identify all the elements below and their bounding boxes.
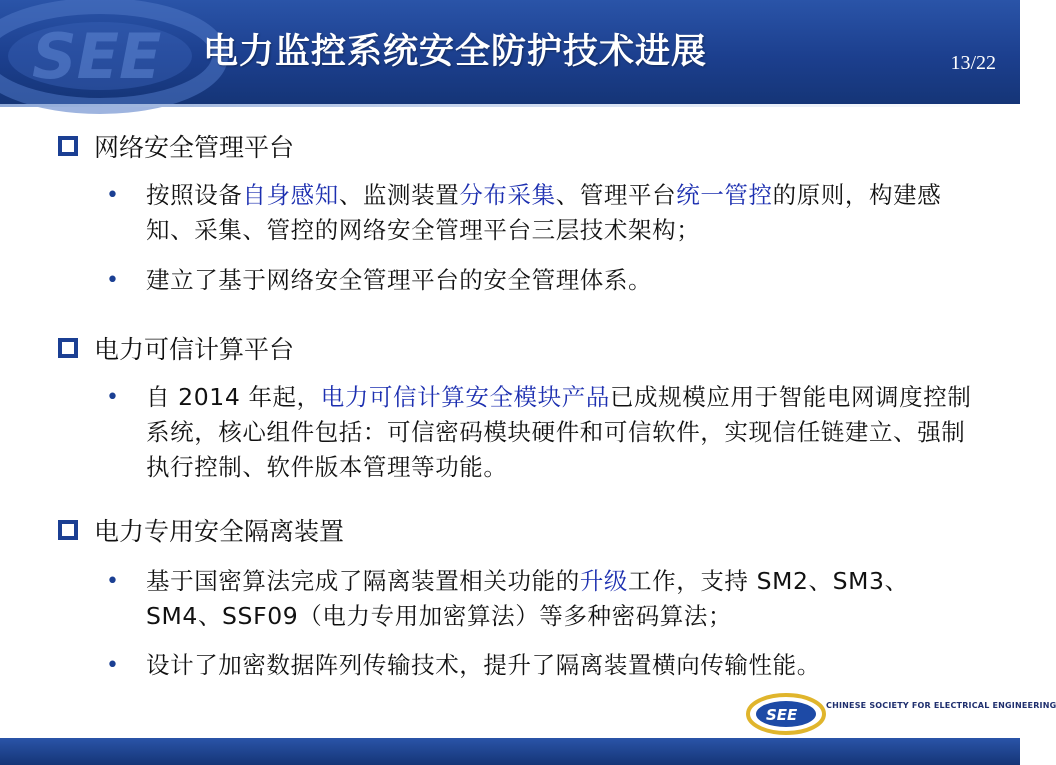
dot-bullet-icon: • bbox=[106, 268, 119, 293]
hollow-square-icon bbox=[58, 520, 78, 540]
section-title: 网络安全管理平台 bbox=[94, 133, 295, 162]
text-segment: 、管理平台 bbox=[555, 181, 677, 209]
text-segment: 工作，支持 SM2、SM3、SM4、SSF09（电力专用加密算法）等多种密码算法； bbox=[146, 567, 909, 630]
slide-title: 电力监控系统安全防护技术进展 bbox=[203, 32, 708, 72]
list-item bbox=[106, 263, 976, 298]
highlighted-text: 自身感知 bbox=[242, 181, 339, 209]
text-segment: 、监测装置 bbox=[338, 181, 460, 209]
text-segment: 按照设备 bbox=[146, 181, 243, 209]
list-item bbox=[106, 564, 976, 634]
hollow-square-icon bbox=[58, 136, 78, 156]
text-segment: 的原则，构建感知、采集、管控的网络安全管理平台三层技术架构； bbox=[146, 181, 942, 244]
item-text bbox=[146, 178, 976, 248]
hollow-square-icon bbox=[58, 338, 78, 358]
item-text bbox=[146, 648, 821, 683]
dot-bullet-icon: • bbox=[106, 653, 119, 678]
item-text bbox=[146, 263, 652, 298]
highlighted-text: 电力可信计算安全模块产品 bbox=[320, 383, 610, 411]
svg-text:SEE: SEE bbox=[32, 20, 162, 93]
footer-bar bbox=[0, 738, 1020, 765]
list-item bbox=[106, 380, 976, 485]
section-title: 电力专用安全隔离装置 bbox=[94, 517, 345, 546]
section-title: 电力可信计算平台 bbox=[94, 335, 295, 364]
text-segment: 自 2014 年起， bbox=[146, 383, 321, 411]
page-number: 13/22 bbox=[950, 52, 996, 74]
dot-bullet-icon: • bbox=[106, 569, 119, 594]
dot-bullet-icon: • bbox=[106, 183, 119, 208]
highlighted-text: 统一管控 bbox=[676, 181, 773, 209]
section-heading bbox=[58, 330, 294, 366]
list-item bbox=[106, 648, 976, 683]
text-segment: 基于国密算法完成了隔离装置相关功能的 bbox=[146, 567, 580, 595]
section-heading bbox=[58, 512, 344, 548]
item-text bbox=[146, 564, 976, 634]
dot-bullet-icon: • bbox=[106, 385, 119, 410]
highlighted-text: 升级 bbox=[579, 567, 629, 595]
highlighted-text: 分布采集 bbox=[459, 181, 556, 209]
text-segment: 建立了基于网络安全管理平台的安全管理体系。 bbox=[146, 266, 653, 294]
logo-text: SEE bbox=[766, 706, 798, 724]
item-text bbox=[146, 380, 976, 485]
text-segment: 设计了加密数据阵列传输技术，提升了隔离装置横向传输性能。 bbox=[146, 651, 821, 679]
list-item bbox=[106, 178, 976, 248]
text-segment: 已成规模应用于智能电网调度控制系统，核心组件包括：可信密码模块硬件和可信软件，实现信任链建立、强制执行控制、软件版本管理等功能。 bbox=[146, 383, 972, 481]
org-english-name: CHINESE SOCIETY FOR ELECTRICAL ENGINEERING bbox=[826, 701, 1056, 710]
section-heading bbox=[58, 128, 294, 164]
